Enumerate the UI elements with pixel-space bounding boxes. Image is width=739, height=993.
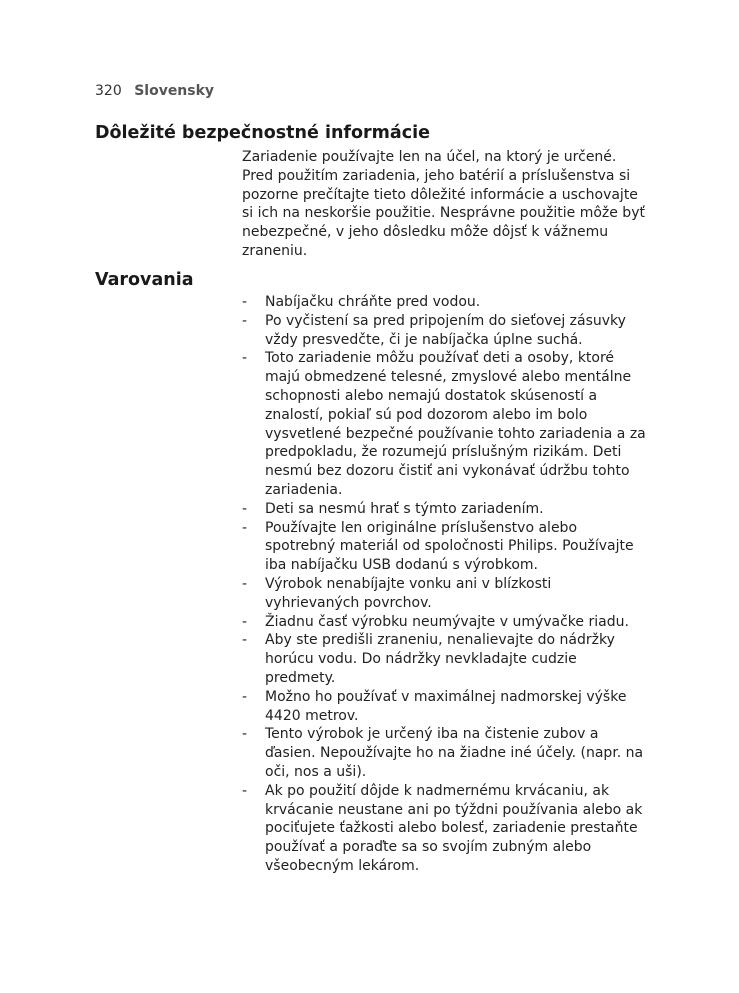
language-label: Slovensky	[134, 83, 215, 99]
page-number: 320	[95, 83, 122, 99]
warning-text: Tento výrobok je určený iba na čistenie zubov a ďasien. Nepoužívajte ho na žiadne iné účely. (napr. na oči, nos a uši).	[265, 726, 644, 780]
warning-text: Žiadnu časť výrobku neumývajte v umývačke riadu.	[265, 613, 629, 630]
bullet-dash: -	[242, 575, 248, 592]
bullet-dash: -	[242, 632, 248, 649]
warning-text: Toto zariadenie môžu používať deti a osoby, ktoré majú obmedzené telesné, zmyslové alebo mentálne schopnosti alebo nemajú dostatok skúseností a znalostí, pokiaľ sú pod dozorom alebo im bolo vysvetlené bezpečné používanie tohto zariadenia a za predpokladu, že rozumejú príslušným rizikám. Deti nesmú bez dozoru čistiť ani vykonávať údržbu tohto zariadenia.	[265, 350, 646, 498]
bullet-dash: -	[242, 312, 248, 329]
warning-item	[242, 575, 647, 613]
warning-item	[242, 500, 647, 519]
bullet-dash: -	[242, 519, 248, 536]
warning-item	[242, 725, 647, 781]
warning-text: Po vyčistení sa pred pripojením do sieťovej zásuvky vždy presvedčte, či je nabíjačka úplne suchá.	[265, 312, 626, 348]
page-header	[95, 82, 214, 100]
warnings-list	[242, 293, 647, 876]
intro-paragraph: Zariadenie používajte len na účel, na ktorý je určené. Pred použitím zariadenia, jeho batérií a príslušenstva si pozorne prečítajte tieto dôležité informácie a uschovajte si ich na neskoršie použitie. Nesprávne použitie môže byť nebezpečné, v jeho dôsledku môže dôjsť k vážnemu zraneniu.	[242, 149, 645, 259]
warnings-title: Varovania	[95, 270, 194, 290]
bullet-dash: -	[242, 726, 248, 743]
warning-text: Ak po použití dôjde k nadmernému krvácaniu, ak krvácanie neustane ani po týždni používania alebo ak pociťujete ťažkosti alebo bolesť, zariadenie prestaňte používať a poraďte sa so svojím zubným alebo všeobecným lekárom.	[265, 782, 643, 874]
bullet-dash: -	[242, 688, 248, 705]
warning-item	[242, 613, 647, 632]
warning-item	[242, 312, 647, 350]
section-title: Dôležité bezpečnostné informácie	[95, 123, 430, 143]
warning-item	[242, 293, 647, 312]
bullet-dash: -	[242, 782, 248, 799]
bullet-dash: -	[242, 613, 248, 630]
bullet-dash: -	[242, 500, 248, 517]
warning-item	[242, 688, 647, 726]
warning-text: Deti sa nesmú hrať s týmto zariadením.	[265, 500, 544, 517]
bullet-dash: -	[242, 350, 248, 367]
warning-text: Možno ho používať v maximálnej nadmorskej výške 4420 metrov.	[265, 688, 627, 724]
warning-item	[242, 782, 647, 876]
warning-text: Výrobok nenabíjajte vonku ani v blízkosti vyhrievaných povrchov.	[265, 575, 552, 611]
warning-item	[242, 349, 647, 499]
bullet-dash: -	[242, 294, 248, 310]
warning-item	[242, 631, 647, 687]
warning-item	[242, 519, 647, 575]
warning-text: Používajte len originálne príslušenstvo alebo spotrebný materiál od spoločnosti Philips. Používajte iba nabíjačku USB dodanú s výrobkom.	[265, 519, 634, 574]
warning-text: Nabíjačku chráňte pred vodou.	[265, 294, 481, 310]
warning-text: Aby ste predišli zraneniu, nenalievajte do nádržky horúcu vodu. Do nádržky nevkladajte cudzie predmety.	[265, 632, 615, 686]
